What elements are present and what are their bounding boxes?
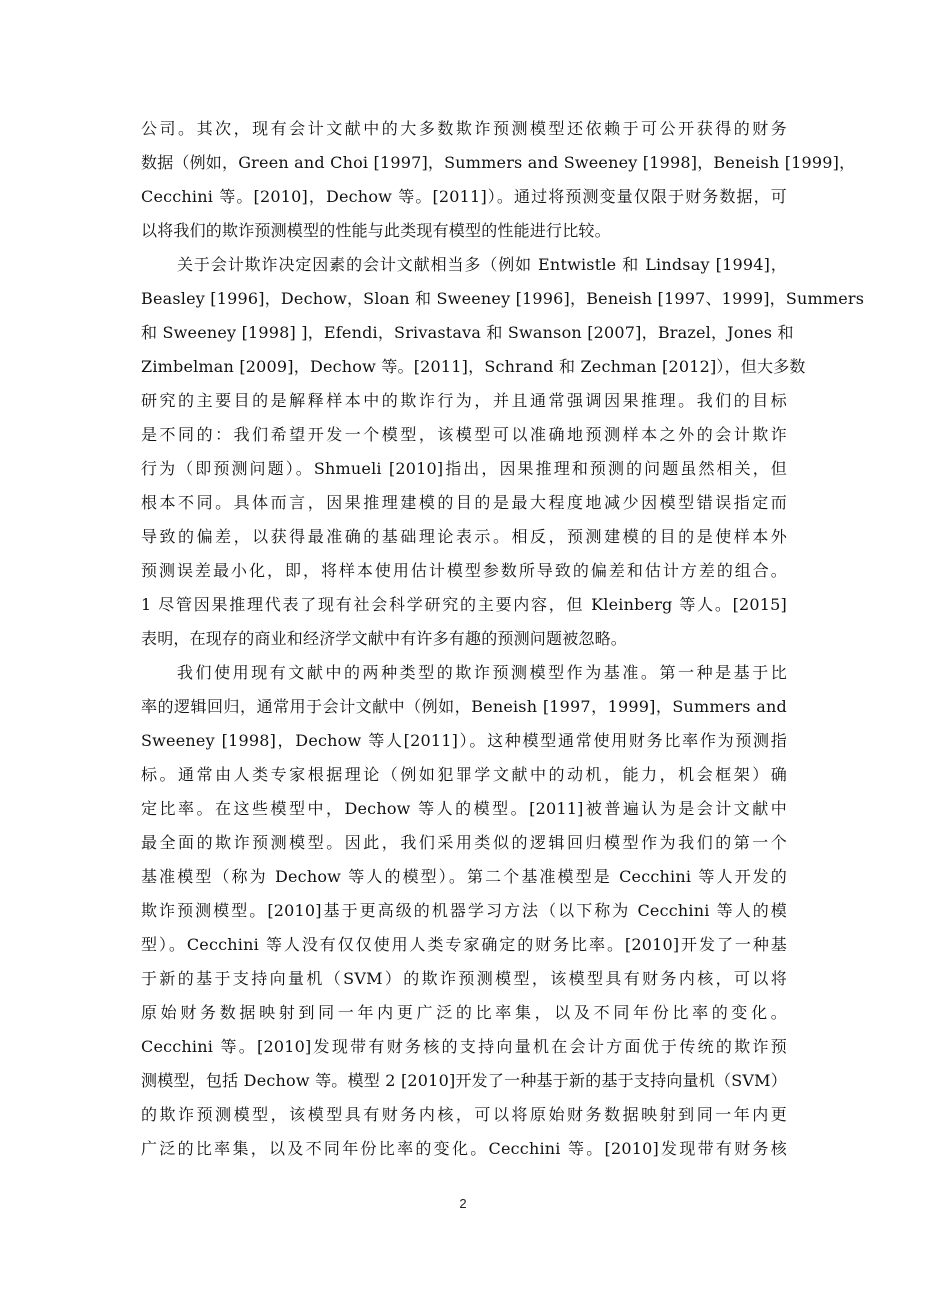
text-line: 公司。其次，现有会计文献中的大多数欺诈预测模型还依赖于可公开获得的财务 bbox=[141, 119, 787, 138]
text-line: 数据（例如，Green and Choi [1997]，Summers and Sweeney [1998]，Beneish [1999]， bbox=[141, 153, 856, 172]
text-line: 导致的偏差，以获得最准确的基础理论表示。相反，预测建模的目的是使样本外 bbox=[141, 527, 787, 546]
text-line: 1 尽管因果推理代表了现有社会科学研究的主要内容，但 Kleinberg 等人。[2015] bbox=[141, 595, 787, 614]
text-line: 定比率。在这些模型中，Dechow 等人的模型。[2011]被普遍认为是会计文献中 bbox=[141, 799, 787, 818]
text-line: 原始财务数据映射到同一年内更广泛的比率集，以及不同年份比率的变化。 bbox=[141, 1003, 787, 1022]
text-line: 我们使用现有文献中的两种类型的欺诈预测模型作为基准。第一种是基于比 bbox=[177, 663, 787, 682]
text-line: 广泛的比率集，以及不同年份比率的变化。Cecchini 等。[2010]发现带有财务核 bbox=[141, 1139, 787, 1158]
text-line: Beasley [1996]，Dechow，Sloan 和 Sweeney [1996]，Beneish [1997、1999]，Summers bbox=[141, 289, 865, 308]
text-line: 测模型，包括 Dechow 等。模型 2 [2010]开发了一种基于新的基于支持向量机（SVM） bbox=[141, 1071, 787, 1090]
text-line: 表明，在现存的商业和经济学文献中有许多有趣的预测问题被忽略。 bbox=[141, 629, 628, 648]
text-line: Cecchini 等。[2010]发现带有财务核的支持向量机在会计方面优于传统的欺诈预 bbox=[141, 1037, 787, 1056]
text-line: Sweeney [1998]，Dechow 等人[2011]）。这种模型通常使用财务比率作为预测指 bbox=[141, 731, 787, 750]
text-line: 根本不同。具体而言，因果推理建模的目的是最大程度地减少因模型错误指定而 bbox=[141, 493, 787, 512]
text-line: Cecchini 等。[2010]，Dechow 等。[2011]）。通过将预测变量仅限于财务数据，可 bbox=[141, 187, 787, 206]
text-line: 预测误差最小化，即，将样本使用估计模型参数所导致的偏差和估计方差的组合。 bbox=[141, 561, 787, 580]
text-line: 欺诈预测模型。[2010]基于更高级的机器学习方法（以下称为 Cecchini 等人的模 bbox=[141, 901, 787, 920]
text-line: 基准模型（称为 Dechow 等人的模型）。第二个基准模型是 Cecchini 等人开发的 bbox=[141, 867, 787, 886]
text-line: 率的逻辑回归，通常用于会计文献中（例如，Beneish [1997，1999]，Summers and bbox=[141, 697, 787, 716]
text-line: 型）。Cecchini 等人没有仅仅使用人类专家确定的财务比率。[2010]开发了一种基 bbox=[141, 935, 787, 954]
text-line: 是不同的：我们希望开发一个模型，该模型可以准确地预测样本之外的会计欺诈 bbox=[141, 425, 787, 444]
text-line: Zimbelman [2009]，Dechow 等。[2011]，Schrand 和 Zechman [2012]），但大多数 bbox=[141, 357, 806, 376]
text-line: 关于会计欺诈决定因素的会计文献相当多（例如 Entwistle 和 Lindsay [1994]， bbox=[177, 255, 787, 274]
text-line: 以将我们的欺诈预测模型的性能与此类现有模型的性能进行比较。 bbox=[141, 221, 611, 240]
text-line: 和 Sweeney [1998] ]，Efendi，Srivastava 和 Swanson [2007]，Brazel，Jones 和 bbox=[141, 323, 794, 342]
text-line: 的欺诈预测模型，该模型具有财务内核，可以将原始财务数据映射到同一年内更 bbox=[141, 1105, 787, 1124]
text-line: 研究的主要目的是解释样本中的欺诈行为，并且通常强调因果推理。我们的目标 bbox=[141, 391, 787, 410]
text-line: 最全面的欺诈预测模型。因此，我们采用类似的逻辑回归模型作为我们的第一个 bbox=[141, 833, 787, 852]
text-line: 于新的基于支持向量机（SVM）的欺诈预测模型，该模型具有财务内核，可以将 bbox=[141, 969, 787, 988]
text-line: 标。通常由人类专家根据理论（例如犯罪学文献中的动机，能力，机会框架）确 bbox=[141, 765, 787, 784]
text-line: 行为（即预测问题）。Shmueli [2010]指出，因果推理和预测的问题虽然相关，但 bbox=[141, 459, 787, 478]
page-number: 2 bbox=[459, 1196, 467, 1211]
